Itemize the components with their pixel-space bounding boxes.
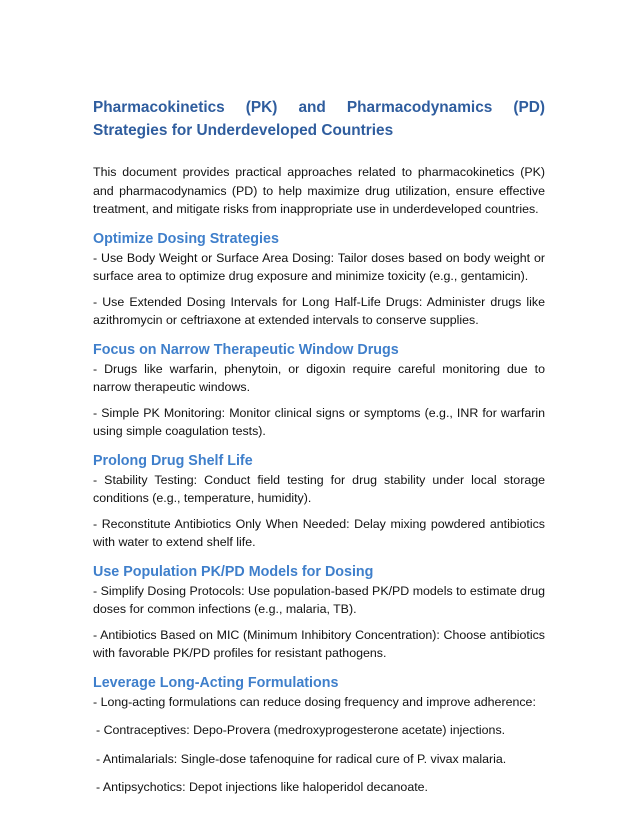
section-narrow-therapeutic-window [93, 340, 545, 441]
section-paragraph: - Use Extended Dosing Intervals for Long Half-Life Drugs: Administer drugs like azithromycin or ceftriaxone at extended intervals to conserve supplies. [93, 294, 545, 327]
section-heading: Use Population PK/PD Models for Dosing [93, 563, 374, 580]
document-title: Pharmacokinetics (PK) and Pharmacodynamics (PD) Strategies for Underdeveloped Countries [93, 99, 545, 139]
sub-list-item: - Antimalarials: Single-dose tafenoquine for radical cure of P. vivax malaria. [96, 751, 507, 766]
section-long-acting-formulations [93, 673, 545, 797]
section-heading: Optimize Dosing Strategies [93, 230, 279, 247]
sub-list-item: - Antipsychotics: Depot injections like haloperidol decanoate. [96, 780, 428, 794]
section-paragraph: - Simple PK Monitoring: Monitor clinical signs or symptoms (e.g., INR for warfarin using simple coagulation tests). [93, 405, 545, 438]
section-paragraph: - Use Body Weight or Surface Area Dosing: Tailor doses based on body weight or surface area to optimize drug exposure and minimize toxicity (e.g., gentamicin). [93, 250, 545, 283]
section-paragraph: - Simplify Dosing Protocols: Use population-based PK/PD models to estimate drug doses for common infections (e.g., malaria, TB). [93, 583, 545, 616]
document-page [93, 96, 545, 797]
section-paragraph: - Drugs like warfarin, phenytoin, or digoxin require careful monitoring due to narrow therapeutic windows. [93, 361, 545, 394]
section-paragraph: - Antibiotics Based on MIC (Minimum Inhibitory Concentration): Choose antibiotics with favorable PK/PD profiles for resistant pathogens. [93, 627, 545, 660]
section-optimize-dosing [93, 229, 545, 330]
section-paragraph: - Reconstitute Antibiotics Only When Needed: Delay mixing powdered antibiotics with water to extend shelf life. [93, 516, 545, 549]
section-paragraph: - Long-acting formulations can reduce dosing frequency and improve adherence: [93, 694, 536, 709]
intro-paragraph: This document provides practical approaches related to pharmacokinetics (PK) and pharmacodynamics (PD) to help maximize drug utilization, ensure effective treatment, and mitigate risks from inappropriate use in underdeveloped countries. [93, 165, 545, 216]
sub-list-item: - Contraceptives: Depo-Provera (medroxyprogesterone acetate) injections. [96, 723, 506, 737]
section-heading: Prolong Drug Shelf Life [93, 452, 253, 469]
section-paragraph: - Stability Testing: Conduct field testing for drug stability under local storage conditions (e.g., temperature, humidity). [93, 472, 545, 505]
section-heading: Focus on Narrow Therapeutic Window Drugs [93, 341, 399, 358]
section-heading: Leverage Long-Acting Formulations [93, 674, 339, 691]
section-prolong-shelf-life [93, 451, 545, 552]
section-population-models [93, 562, 545, 663]
